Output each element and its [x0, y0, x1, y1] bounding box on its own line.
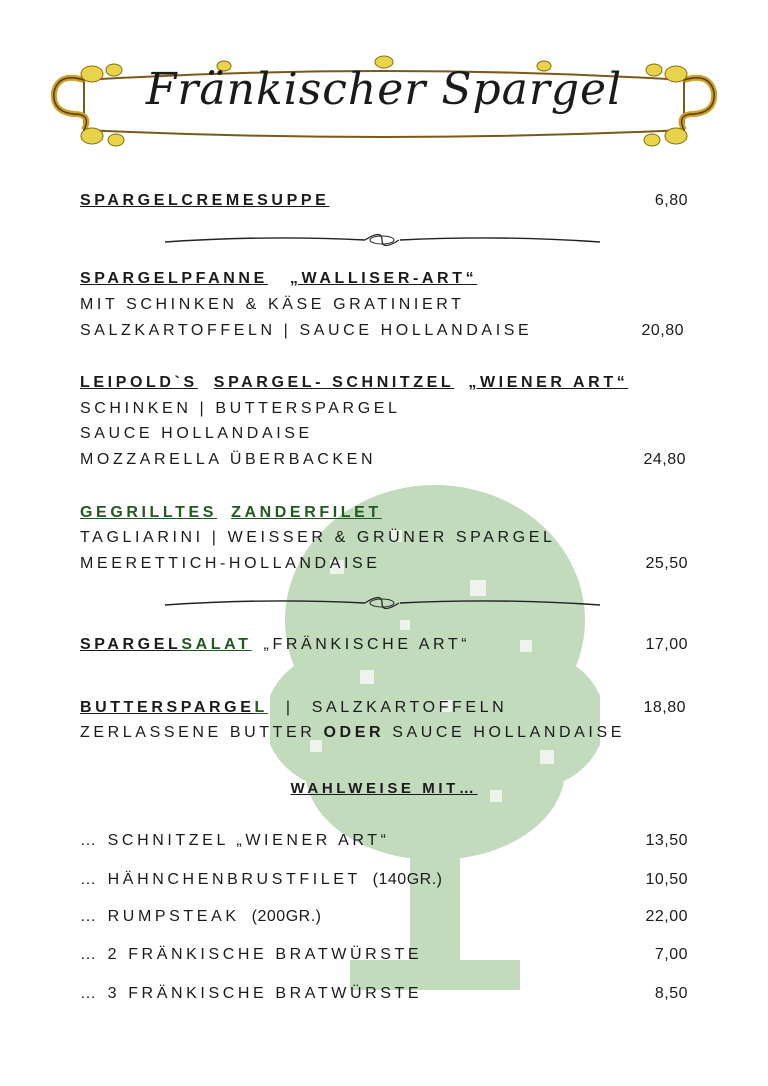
wahlweise-heading: WAHLWEISE MIT… — [290, 780, 478, 797]
item-schnitzel-price: 24,80 — [643, 451, 686, 468]
separator: | — [285, 699, 294, 716]
item-pfanne-header — [80, 270, 477, 288]
option-text: … HÄHNCHENBRUSTFILET — [80, 871, 361, 888]
item-pfanne-price: 20,80 — [641, 322, 684, 339]
option-note: (140GR.) — [372, 871, 443, 888]
option-price: 8,50 — [654, 985, 688, 1002]
option-price: 22,00 — [645, 908, 688, 925]
option-text: … SCHNITZEL „WIENER ART“ — [80, 832, 390, 849]
item-butter-price: 18,80 — [643, 699, 686, 716]
item-name-b: SPARGEL- SCHNITZEL — [213, 374, 455, 391]
item-zander-desc-2: MEERETTICH-HOLLANDAISE — [80, 555, 381, 572]
option-text: … RUMPSTEAK — [80, 908, 240, 925]
item-schnitzel-desc-1: SCHINKEN | BUTTERSPARGEL — [80, 400, 401, 417]
item-name: SPARGELPFANNE — [80, 270, 268, 287]
option-price: 7,00 — [654, 946, 688, 963]
item-style: „FRÄNKISCHE ART“ — [263, 636, 471, 653]
desc-part: SAUCE HOLLANDAISE — [392, 724, 626, 741]
item-side: SALZKARTOFFELN — [311, 699, 508, 716]
page-title: Fränkischer Spargel — [145, 64, 623, 115]
item-pfanne-desc-2: SALZKARTOFFELN | SAUCE HOLLANDAISE — [80, 322, 533, 339]
option-row — [80, 871, 442, 889]
item-schnitzel-desc-3: MOZZARELLA ÜBERBACKEN — [80, 451, 377, 468]
item-name: LEIPOLD`S — [80, 374, 198, 391]
item-style: „WIENER ART“ — [468, 374, 629, 391]
item-name: SPARGELCREMESUPPE — [80, 192, 330, 209]
item-salat-price: 17,00 — [645, 636, 688, 653]
option-row — [80, 908, 321, 926]
item-zander-desc-1: TAGLIARINI | WEISSER & GRÜNER SPARGEL — [80, 529, 556, 546]
item-name: SPARGEL — [80, 636, 182, 653]
item-zander-header — [80, 504, 382, 522]
item-salat-header — [80, 636, 470, 654]
item-schnitzel-header — [80, 374, 628, 392]
desc-emphasis: ODER — [323, 724, 385, 741]
option-text: … 2 FRÄNKISCHE BRATWÜRSTE — [80, 946, 423, 963]
option-text: … 3 FRÄNKISCHE BRATWÜRSTE — [80, 985, 423, 1002]
item-name: BUTTERSPARGE — [80, 699, 255, 716]
flourish-divider-icon — [165, 592, 600, 614]
desc-part: ZERLASSENE BUTTER — [80, 724, 316, 741]
option-row — [80, 985, 422, 1003]
item-pfanne-desc-1: MIT SCHINKEN & KÄSE GRATINIERT — [80, 296, 465, 313]
item-butter-desc-1 — [80, 724, 625, 742]
item-suppe-name — [80, 192, 329, 210]
item-schnitzel-desc-2: SAUCE HOLLANDAISE — [80, 425, 313, 442]
option-note: (200GR.) — [251, 908, 322, 925]
flourish-divider-icon — [165, 229, 600, 251]
item-name: GEGRILLTES — [80, 504, 218, 521]
option-row — [80, 946, 422, 964]
item-style: „WALLISER-ART“ — [289, 270, 478, 287]
option-price: 10,50 — [645, 871, 688, 888]
item-name-b: L — [254, 699, 268, 716]
item-zander-price: 25,50 — [645, 555, 688, 572]
item-name-b: SALAT — [181, 636, 252, 653]
item-butter-header — [80, 699, 507, 717]
item-name-b: ZANDERFILET — [231, 504, 382, 521]
option-price: 13,50 — [645, 832, 688, 849]
option-row — [80, 832, 390, 850]
item-suppe-price: 6,80 — [654, 192, 688, 209]
